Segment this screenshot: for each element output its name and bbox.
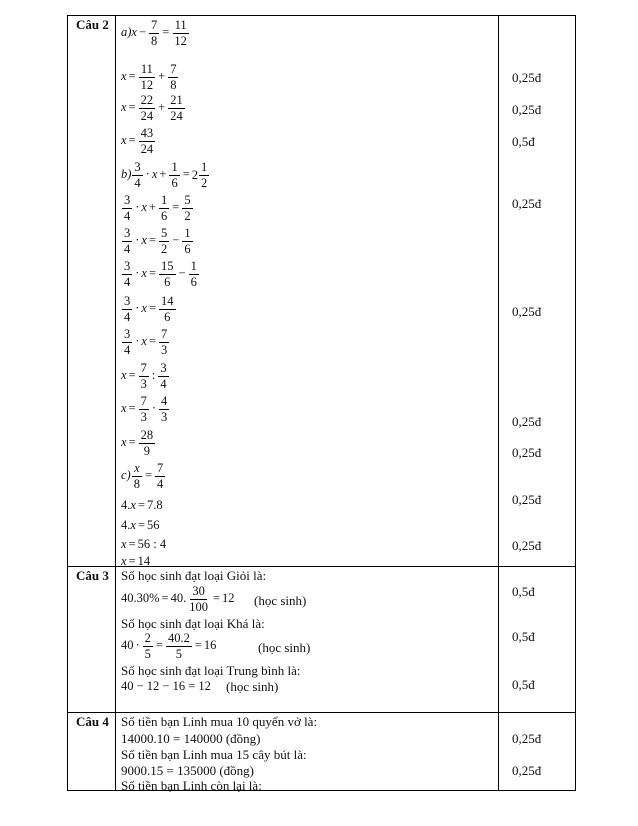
points-value: 0,5đ [512, 677, 535, 692]
points-value: 0,25đ [512, 538, 542, 553]
part-label: c) [121, 467, 131, 482]
table-border-right [575, 15, 576, 791]
points-value: 0,25đ [512, 196, 542, 211]
answer-table [67, 15, 576, 791]
text-line: 9000.15 = 135000 (đồng) [121, 763, 254, 778]
points-value: 0,25đ [512, 102, 542, 117]
column-divider-2 [498, 15, 499, 791]
equation-line: x = $\frac{43}{24}$ [121, 126, 154, 156]
points-value: 0,25đ [512, 70, 542, 85]
text-line: Số học sinh đạt loại Khá là: [121, 616, 265, 631]
points-value: 0,25đ [512, 414, 542, 429]
unit-label: (học sinh) [258, 640, 311, 655]
question-label-3: Câu 3 [76, 568, 109, 583]
equation-line: c) $\frac{x}{8}$ = $\frac{7}{4}$ [121, 461, 164, 491]
points-value: 0,25đ [512, 763, 542, 778]
equation-line: x = $\frac{22}{24}$ + $\frac{21}{24}$ [121, 93, 183, 123]
points-value: 0,25đ [512, 445, 542, 460]
question-label-4: Câu 4 [76, 714, 109, 729]
equation-line: 4.x = 7.8 [121, 498, 163, 512]
points-value: 0,25đ [512, 731, 542, 746]
table-border-top [67, 15, 576, 16]
table-border-left [67, 15, 68, 791]
unit-label: (học sinh) [226, 679, 279, 694]
equation-line: $\frac{3}{4}$ · x = $\frac{7}{3}$ [124, 327, 168, 357]
row-divider-2 [67, 712, 576, 713]
unit-label: (học sinh) [254, 593, 307, 608]
equation-line: x = $\frac{11}{12}$ + $\frac{7}{8}$ [121, 62, 177, 92]
points-value: 0,5đ [512, 629, 535, 644]
equation-line: b) $\frac{3}{4}$ · x + $\frac{1}{6}$ = 2 $\frac{1}{2}$ [121, 160, 208, 190]
equation-line: x = 56 : 4 [121, 537, 167, 551]
text-line: 14000.10 = 140000 (đồng) [121, 731, 261, 746]
question-label-2: Câu 2 [76, 17, 109, 32]
equation-line: $\frac{3}{4}$ · x = $\frac{15}{6}$ − $\frac{1}{6}$ [124, 259, 197, 289]
equation-line: x = $\frac{28}{9}$ [121, 428, 154, 458]
part-label: b) [121, 166, 132, 181]
equation-line: x = 14 [121, 554, 151, 568]
text-line: Số tiền bạn Linh mua 15 cây bút là: [121, 747, 307, 762]
equation-line: a)x − $\frac{7}{8}$ = $\frac{11}{12}$ [121, 18, 187, 48]
points-value: 0,25đ [512, 304, 542, 319]
text-line: Số học sinh đạt loại Trung bình là: [121, 663, 301, 678]
text-line: Số học sinh đạt loại Giỏi là: [121, 568, 267, 583]
points-value: 0,5đ [512, 584, 535, 599]
equation-line: x = $\frac{7}{3}$ · $\frac{4}{3}$ [121, 394, 168, 424]
column-divider-1 [115, 15, 116, 791]
equation-line: $\frac{3}{4}$ · x = $\frac{5}{2}$ − $\frac{1}{6}$ [124, 226, 191, 256]
points-value: 0,25đ [512, 492, 542, 507]
text-line: Số tiền bạn Linh mua 10 quyển vở là: [121, 714, 318, 729]
equation-line: $\frac{3}{4}$ · x = $\frac{14}{6}$ [124, 294, 174, 324]
equation-line: $\frac{3}{4}$ · x + $\frac{1}{6}$ = $\frac{5}{2}$ [124, 193, 191, 223]
equation-line: 40 − 12 − 16 = 12 [121, 679, 211, 693]
equation-line: 40 · $\frac{2}{5}$ = $\frac{40.2}{5}$ = 16 [121, 631, 217, 661]
equation-line: 40.30% = 40. $\frac{30}{100}$ = 12 [121, 584, 235, 614]
equation-line: x = $\frac{7}{3}$ : $\frac{3}{4}$ [121, 361, 167, 391]
points-value: 0,5đ [512, 134, 535, 149]
part-label: a) [121, 24, 132, 39]
text-line: Số tiền bạn Linh còn lại là: [121, 778, 262, 793]
equation-line: 4.x = 56 [121, 518, 160, 532]
